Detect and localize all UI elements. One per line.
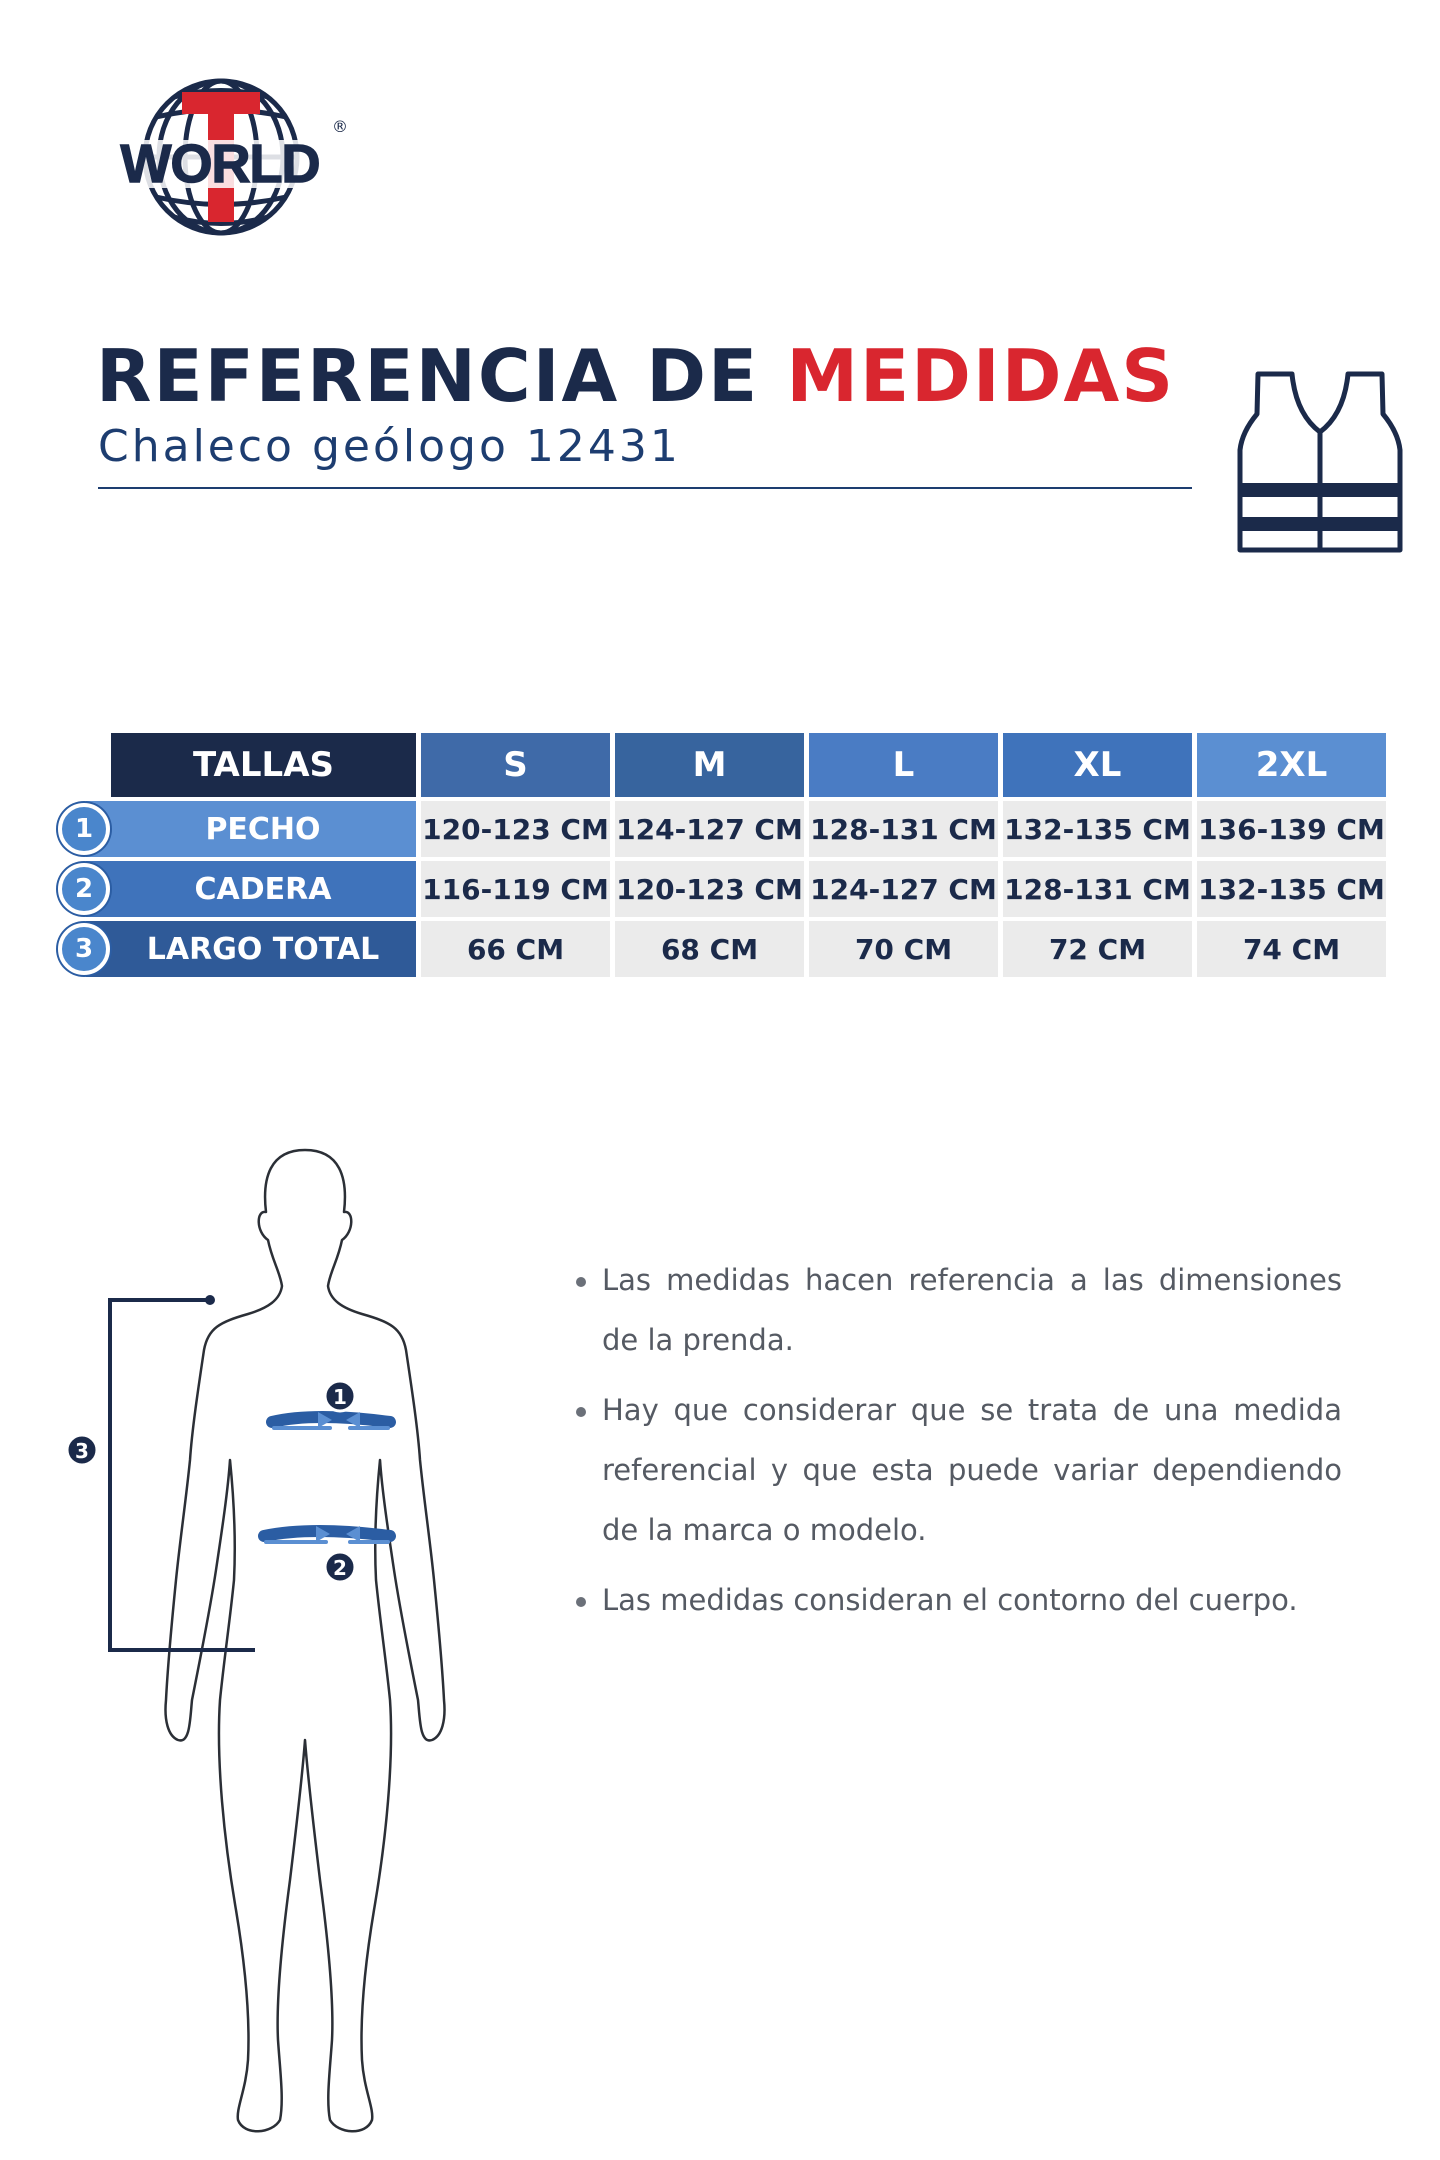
size-table [50, 733, 1390, 979]
table-cell: 116-119 CM [421, 861, 610, 917]
page-title [96, 334, 1176, 418]
row-badge-1: 1 [58, 803, 110, 855]
header-divider [98, 487, 1192, 489]
note-item: Hay que considerar que se trata de una medida referencial y que esta puede variar dependiendo de la marca o modelo. [572, 1380, 1342, 1560]
product-subtitle: Chaleco geólogo 12431 [98, 421, 681, 472]
body-measurement-figure [40, 1140, 570, 2140]
world-logo [96, 72, 397, 242]
size-header-l: L [809, 733, 998, 797]
marker-3-label: 3 [75, 1439, 89, 1463]
table-cell: 74 CM [1197, 921, 1386, 977]
table-cell: 124-127 CM [809, 861, 998, 917]
row-label-pecho: PECHO [86, 801, 416, 857]
table-cell: 128-131 CM [809, 801, 998, 857]
marker-1-label: 1 [333, 1385, 347, 1409]
row-badge-3: 3 [58, 923, 110, 975]
table-cell: 66 CM [421, 921, 610, 977]
measurement-notes [572, 1250, 1342, 1640]
table-cell: 124-127 CM [615, 801, 804, 857]
table-cell: 120-123 CM [615, 861, 804, 917]
table-cell: 132-135 CM [1003, 801, 1192, 857]
table-cell: 136-139 CM [1197, 801, 1386, 857]
size-header-m: M [615, 733, 804, 797]
marker-3 [67, 1435, 97, 1465]
note-item: Las medidas hacen referencia a las dimensiones de la prenda. [572, 1250, 1342, 1370]
logo-wordmark: WORLD [120, 134, 320, 194]
table-cell: 128-131 CM [1003, 861, 1192, 917]
title-part-2: MEDIDAS [786, 334, 1176, 418]
marker-1 [325, 1381, 355, 1411]
logo-letter: T [396, 72, 397, 73]
size-header-xl: XL [1003, 733, 1192, 797]
title-part-1: REFERENCIA DE [96, 334, 760, 418]
table-cell: 132-135 CM [1197, 861, 1386, 917]
size-header-2xl: 2XL [1197, 733, 1386, 797]
note-item: Las medidas consideran el contorno del cuerpo. [572, 1570, 1342, 1630]
table-cell: 120-123 CM [421, 801, 610, 857]
table-cell: 72 CM [1003, 921, 1192, 977]
registered-mark: ® [332, 117, 348, 136]
row-label-largo-total: LARGO TOTAL [86, 921, 416, 977]
row-label-cadera: CADERA [86, 861, 416, 917]
table-cell: 70 CM [809, 921, 998, 977]
marker-2-label: 2 [333, 1556, 347, 1580]
row-badge-2: 2 [58, 863, 110, 915]
marker-2 [325, 1552, 355, 1582]
vest-icon [1236, 370, 1404, 555]
size-header-s: S [421, 733, 610, 797]
table-cell: 68 CM [615, 921, 804, 977]
table-corner-label: TALLAS [111, 733, 416, 797]
